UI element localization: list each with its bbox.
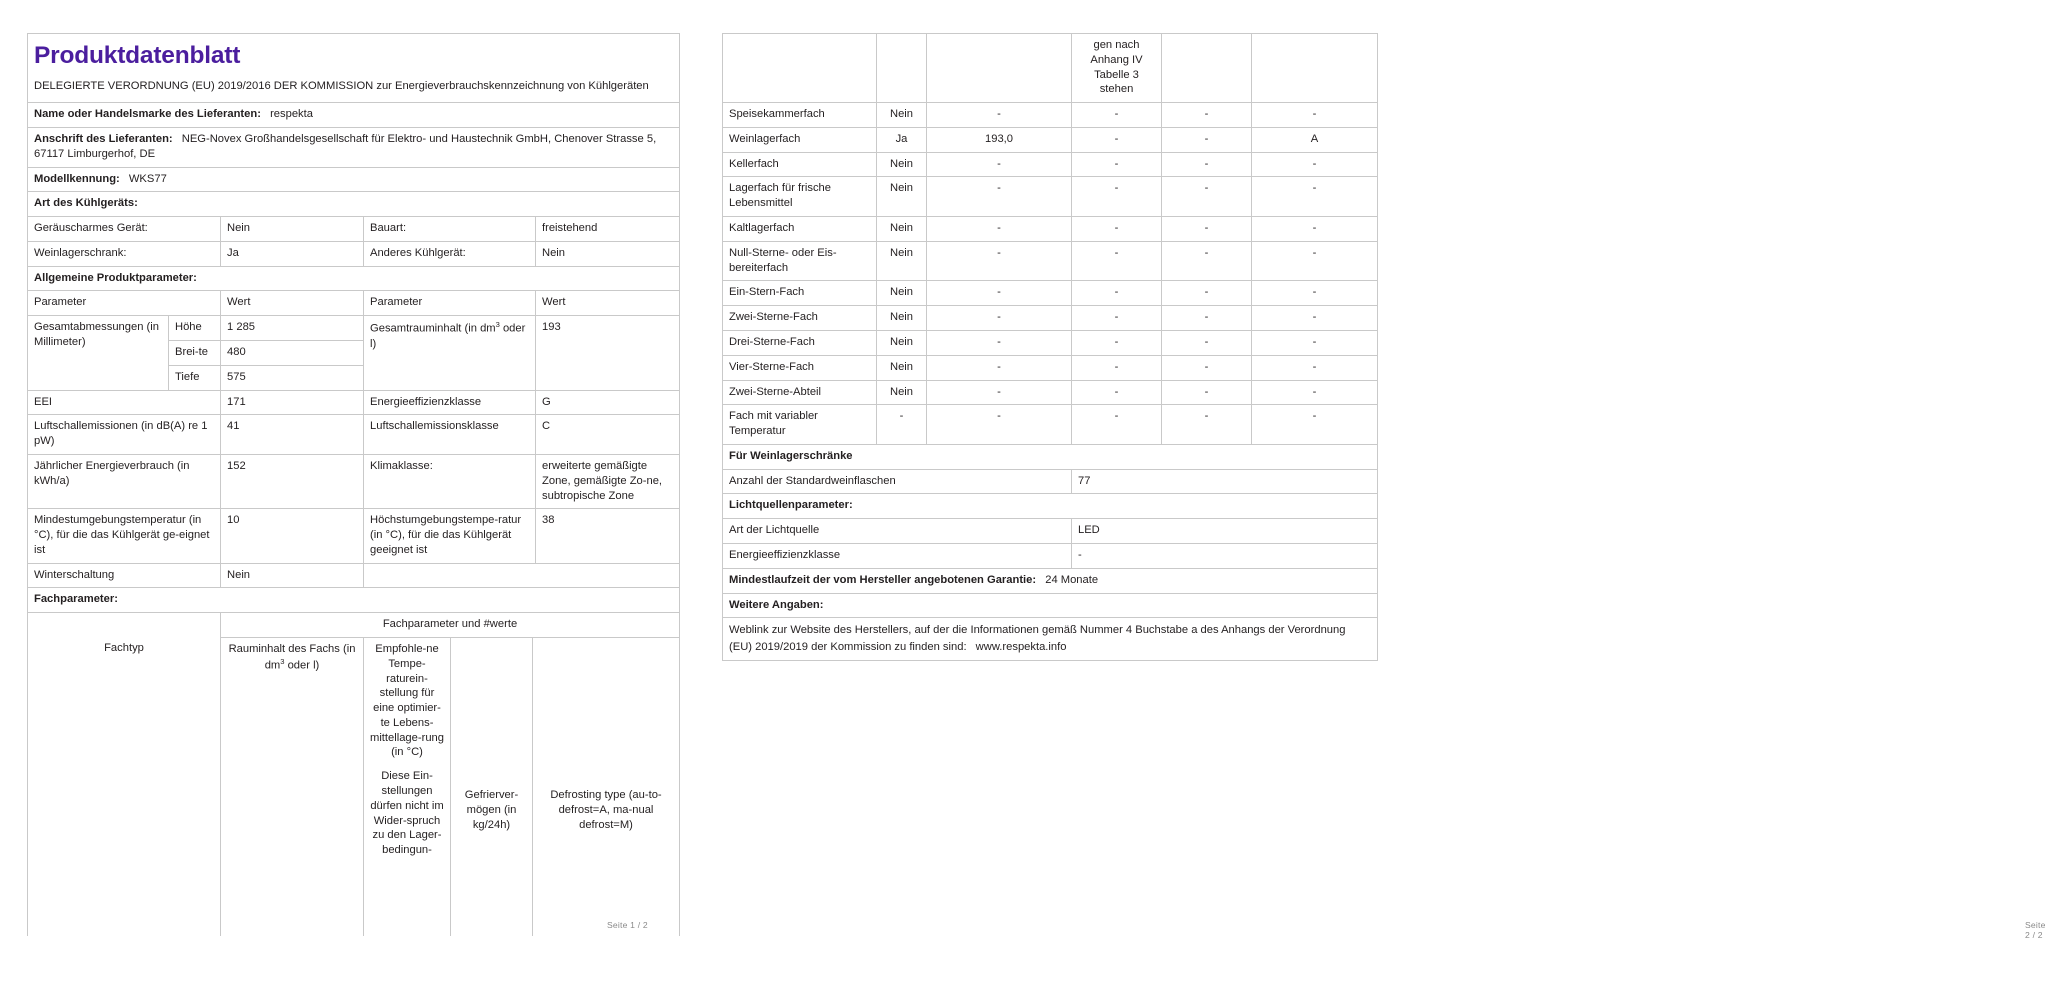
- supplier-name-value: respekta: [270, 108, 313, 121]
- supplier-address-row: [28, 128, 680, 168]
- compartment-volume: -: [927, 177, 1072, 217]
- supplier-name-label: Name oder Handelsmarke des Lieferanten:: [34, 108, 261, 121]
- dimension-height-label: Höhe: [169, 316, 221, 341]
- wine-cabinets-section-label: Für Weinlagerschränke: [723, 444, 1378, 469]
- compartment-temp: -: [1072, 405, 1162, 445]
- compartment-freeze: -: [1162, 355, 1252, 380]
- weblink-url[interactable]: www.respekta.info: [975, 640, 1067, 653]
- table-row: [723, 306, 1378, 331]
- product-datasheet-table-page1: [27, 33, 680, 291]
- model-label: Modellkennung:: [34, 172, 120, 185]
- noise-class-label: Luftschallemissionsklasse: [364, 415, 536, 455]
- compartment-name: Kaltlagerfach: [723, 217, 877, 242]
- compartment-name: Vier-Sterne-Fach: [723, 355, 877, 380]
- regulation-intro: DELEGIERTE VERORDNUNG (EU) 2019/2016 DER KOMMISSION zur Energieverbrauchskennzeichnung von Kühlgeräten: [34, 80, 649, 93]
- table-row: [723, 543, 1378, 568]
- compartment-defrost: -: [1252, 281, 1378, 306]
- title-cell: [28, 34, 680, 103]
- warranty-row: [723, 568, 1378, 593]
- header-continuation-empty-5: [1252, 34, 1378, 103]
- wine-cabinets-section-row: [723, 444, 1378, 469]
- compartment-name: Drei-Sterne-Fach: [723, 330, 877, 355]
- table-row: [723, 380, 1378, 405]
- model-row: [28, 167, 680, 192]
- table-row: [723, 177, 1378, 217]
- compartment-freeze: -: [1162, 380, 1252, 405]
- compartment-params-section-label: Fachparameter:: [28, 588, 680, 613]
- compartment-present: Nein: [877, 217, 927, 242]
- table-row: [723, 127, 1378, 152]
- dimension-depth-label: Tiefe: [169, 365, 221, 390]
- title-row: [28, 34, 680, 103]
- table-row: [28, 390, 680, 415]
- col-header-parameter-1: Parameter: [28, 291, 221, 316]
- compartment-temp: -: [1072, 217, 1162, 242]
- table-row: [723, 152, 1378, 177]
- compartment-temp: -: [1072, 281, 1162, 306]
- compartment-freeze: -: [1162, 177, 1252, 217]
- max-ambient-temp-label: Höchstumgebungstempe-ratur (in °C), für die das Kühlgerät geeignet ist: [364, 509, 536, 563]
- compartment-volume: -: [927, 281, 1072, 306]
- other-appliance-value: Nein: [536, 241, 680, 266]
- compartment-parameters-table: [27, 612, 680, 936]
- page-1-footer: Seite 1 / 2: [607, 920, 648, 930]
- supplier-address-cell: [28, 128, 680, 168]
- compartment-volume: -: [927, 152, 1072, 177]
- compartment-defrost: -: [1252, 380, 1378, 405]
- compartment-temp: -: [1072, 177, 1162, 217]
- header-continuation-empty-1: [723, 34, 877, 103]
- table-row: [723, 405, 1378, 445]
- table-row: [28, 241, 680, 266]
- recommended-temp-main: Empfohle-ne Tempe-raturein-stellung für eine optimier-te Lebens-mittellage-rung (in °C): [370, 642, 444, 759]
- compartment-temp: -: [1072, 241, 1162, 281]
- page-2-content: [722, 33, 1377, 661]
- dimension-width-label: Brei-te: [169, 341, 221, 366]
- compartment-group-header-row: [28, 613, 680, 638]
- model-value: WKS77: [128, 172, 167, 185]
- dimension-depth-value: 575: [221, 365, 364, 390]
- total-volume-label: Gesamtrauminhalt (in $dm^3$ oder l): [364, 316, 536, 390]
- compartment-present: Nein: [877, 306, 927, 331]
- eei-value: 171: [221, 390, 364, 415]
- supplier-address-label: Anschrift des Lieferanten:: [34, 133, 173, 146]
- col-header-defrosting-type: Defrosting type (au-to-defrost=A, ma-nual defrost=M): [533, 637, 680, 936]
- page-2: [700, 0, 2046, 990]
- winter-setting-label: Winterschaltung: [28, 563, 221, 588]
- col-header-freezing-capacity: Gefrierver-mögen (in kg/24h): [451, 637, 533, 936]
- compartment-volume: -: [927, 330, 1072, 355]
- compartment-name: Speisekammerfach: [723, 103, 877, 128]
- table-row: [28, 217, 680, 242]
- energy-class-value: G: [536, 390, 680, 415]
- compartment-group-header: Fachparameter und #werte: [221, 613, 680, 638]
- compartment-freeze: -: [1162, 103, 1252, 128]
- compartment-defrost: A: [1252, 127, 1378, 152]
- compartment-name: Weinlagerfach: [723, 127, 877, 152]
- general-params-header-row: [28, 291, 680, 316]
- further-info-section-row: [723, 593, 1378, 618]
- compartment-temp: -: [1072, 103, 1162, 128]
- compartment-freeze: -: [1162, 330, 1252, 355]
- appliance-type-section-row: [28, 192, 680, 217]
- appliance-type-section-label: Art des Kühlgeräts:: [28, 192, 680, 217]
- compartment-name: Lagerfach für frische Lebensmittel: [723, 177, 877, 217]
- dimension-width-value: 480: [221, 341, 364, 366]
- col-header-parameter-2: Parameter: [364, 291, 536, 316]
- low-noise-value: Nein: [221, 217, 364, 242]
- header-continuation-empty-4: [1162, 34, 1252, 103]
- compartment-defrost: -: [1252, 177, 1378, 217]
- compartment-volume: -: [927, 217, 1072, 242]
- winter-setting-value: Nein: [221, 563, 364, 588]
- compartment-present: Nein: [877, 241, 927, 281]
- table-row: [723, 330, 1378, 355]
- header-continuation-empty-2: [877, 34, 927, 103]
- recommended-temp-note: Diese Ein-stellungen dürfen nicht im Wider-spruch zu den Lager-bedingun-: [370, 770, 444, 857]
- table-row: [723, 469, 1378, 494]
- climate-class-value: erweiterte gemäßigte Zone, gemäßigte Zo-ne, subtropische Zone: [536, 454, 680, 508]
- energy-class-label: Energieeffizienzklasse: [364, 390, 536, 415]
- table-row: [723, 281, 1378, 306]
- table-row: [28, 509, 680, 563]
- noise-class-value: C: [536, 415, 680, 455]
- compartment-freeze: -: [1162, 241, 1252, 281]
- warranty-label: Mindestlaufzeit der vom Hersteller angebotenen Garantie:: [729, 573, 1037, 586]
- compartment-volume: -: [927, 405, 1072, 445]
- compartment-header-continuation-row: [723, 34, 1378, 103]
- compartment-present: Nein: [877, 177, 927, 217]
- compartment-present: Nein: [877, 355, 927, 380]
- compartment-volume: -: [927, 380, 1072, 405]
- compartment-name: Zwei-Sterne-Abteil: [723, 380, 877, 405]
- compartment-name: Zwei-Sterne-Fach: [723, 306, 877, 331]
- col-header-compartment-volume: Rauminhalt des Fachs (in $dm^3$ oder l): [221, 637, 364, 936]
- total-volume-value: 193: [536, 316, 680, 390]
- build-type-label: Bauart:: [364, 217, 536, 242]
- compartment-volume: -: [927, 355, 1072, 380]
- compartment-temp: -: [1072, 355, 1162, 380]
- compartment-defrost: -: [1252, 103, 1378, 128]
- warranty-value: 24 Monate: [1045, 573, 1099, 586]
- light-source-section-label: Lichtquellenparameter:: [723, 494, 1378, 519]
- general-params-section-label: Allgemeine Produktparameter:: [28, 266, 680, 291]
- general-params-section-row: [28, 266, 680, 291]
- compartment-volume: -: [927, 103, 1072, 128]
- compartment-present: Nein: [877, 152, 927, 177]
- compartment-name: Kellerfach: [723, 152, 877, 177]
- wine-cabinet-value: Ja: [221, 241, 364, 266]
- compartment-temp: -: [1072, 380, 1162, 405]
- light-source-class-label: Energieeffizienzklasse: [723, 543, 1072, 568]
- warranty-cell: [723, 568, 1378, 593]
- recommended-temp-continued: gen nach Anhang IV Tabelle 3 stehen: [1072, 34, 1162, 103]
- compartment-temp: -: [1072, 127, 1162, 152]
- compartment-defrost: -: [1252, 405, 1378, 445]
- table-row: [723, 519, 1378, 544]
- compartment-volume: -: [927, 241, 1072, 281]
- general-parameters-table: [27, 290, 680, 613]
- model-cell: [28, 167, 680, 192]
- compartment-temp: -: [1072, 330, 1162, 355]
- compartment-freeze: -: [1162, 127, 1252, 152]
- compartment-present: Nein: [877, 380, 927, 405]
- compartment-present: Nein: [877, 281, 927, 306]
- compartment-present: Nein: [877, 330, 927, 355]
- overall-dimensions-label: Gesamtabmessungen (in Millimeter): [28, 316, 169, 390]
- compartment-defrost: -: [1252, 306, 1378, 331]
- light-source-class-value: -: [1072, 543, 1378, 568]
- noise-emissions-value: 41: [221, 415, 364, 455]
- table-row: [723, 217, 1378, 242]
- annual-energy-value: 152: [221, 454, 364, 508]
- page-1-content: [27, 33, 679, 936]
- weblink-row: [723, 618, 1378, 660]
- compartment-name: Null-Sterne- oder Eis-bereiterfach: [723, 241, 877, 281]
- compartment-params-section-row: [28, 588, 680, 613]
- compartment-volume: -: [927, 306, 1072, 331]
- table-row: [28, 415, 680, 455]
- compartment-defrost: -: [1252, 330, 1378, 355]
- table-row: [723, 241, 1378, 281]
- compartment-parameters-table-continued: [722, 33, 1378, 661]
- compartment-present: Nein: [877, 103, 927, 128]
- table-row: [723, 355, 1378, 380]
- max-ambient-temp-value: 38: [536, 509, 680, 563]
- dimension-height-value: 1 285: [221, 316, 364, 341]
- compartment-volume: 193,0: [927, 127, 1072, 152]
- min-ambient-temp-label: Mindestumgebungstemperatur (in °C), für die das Kühlgerät ge-eignet ist: [28, 509, 221, 563]
- supplier-name-row: [28, 103, 680, 128]
- compartment-name: Fach mit variabler Temperatur: [723, 405, 877, 445]
- compartment-freeze: -: [1162, 306, 1252, 331]
- min-ambient-temp-value: 10: [221, 509, 364, 563]
- weblink-text: Weblink zur Website des Herstellers, auf der die Informationen gemäß Nummer 4 Buchstabe a des Anhangs der Verordnung (EU) 2019/2019 der Kommission zu finden sind:: [729, 624, 1346, 653]
- col-header-recommended-temperature: [364, 637, 451, 936]
- page-2-footer: Seite 2 / 2: [2025, 920, 2046, 940]
- annual-energy-label: Jährlicher Energieverbrauch (in kWh/a): [28, 454, 221, 508]
- wine-cabinet-label: Weinlagerschrank:: [28, 241, 221, 266]
- compartment-temp: -: [1072, 152, 1162, 177]
- compartment-temp: -: [1072, 306, 1162, 331]
- compartment-freeze: -: [1162, 217, 1252, 242]
- weblink-cell: [723, 618, 1378, 660]
- compartment-present: -: [877, 405, 927, 445]
- winter-setting-empty: [364, 563, 680, 588]
- climate-class-label: Klimaklasse:: [364, 454, 536, 508]
- table-row: [28, 454, 680, 508]
- other-appliance-label: Anderes Kühlgerät:: [364, 241, 536, 266]
- light-source-type-label: Art der Lichtquelle: [723, 519, 1072, 544]
- compartment-name: Ein-Stern-Fach: [723, 281, 877, 306]
- header-continuation-empty-3: [927, 34, 1072, 103]
- compartment-defrost: -: [1252, 355, 1378, 380]
- compartment-freeze: -: [1162, 152, 1252, 177]
- compartment-defrost: -: [1252, 217, 1378, 242]
- col-header-value-1: Wert: [221, 291, 364, 316]
- supplier-name-cell: [28, 103, 680, 128]
- table-row: [723, 103, 1378, 128]
- light-source-section-row: [723, 494, 1378, 519]
- page-title: Produktdatenblatt: [34, 42, 241, 69]
- compartment-freeze: -: [1162, 405, 1252, 445]
- noise-emissions-label: Luftschallemissionen (in dB(A) re 1 pW): [28, 415, 221, 455]
- compartment-defrost: -: [1252, 241, 1378, 281]
- compartment-defrost: -: [1252, 152, 1378, 177]
- low-noise-label: Geräuscharmes Gerät:: [28, 217, 221, 242]
- col-header-value-2: Wert: [536, 291, 680, 316]
- compartment-present: Ja: [877, 127, 927, 152]
- table-row: [28, 316, 680, 341]
- compartment-column-headers-row: [28, 637, 680, 936]
- supplier-address-value: NEG-Novex Großhandelsgesellschaft für Elektro- und Haustechnik GmbH, Chenover Strasse 5, 67117 Limburgerhof, DE: [34, 133, 657, 160]
- further-info-section-label: Weitere Angaben:: [723, 593, 1378, 618]
- page-1: [0, 0, 700, 990]
- compartment-freeze: -: [1162, 281, 1252, 306]
- standard-bottles-value: 77: [1072, 469, 1378, 494]
- compartment-group-header-empty: [28, 613, 221, 638]
- light-source-type-value: LED: [1072, 519, 1378, 544]
- table-row: [28, 563, 680, 588]
- col-header-compartment-type: Fachtyp: [28, 637, 221, 936]
- eei-label: EEI: [28, 390, 221, 415]
- standard-bottles-label: Anzahl der Standardweinflaschen: [723, 469, 1072, 494]
- build-type-value: freistehend: [536, 217, 680, 242]
